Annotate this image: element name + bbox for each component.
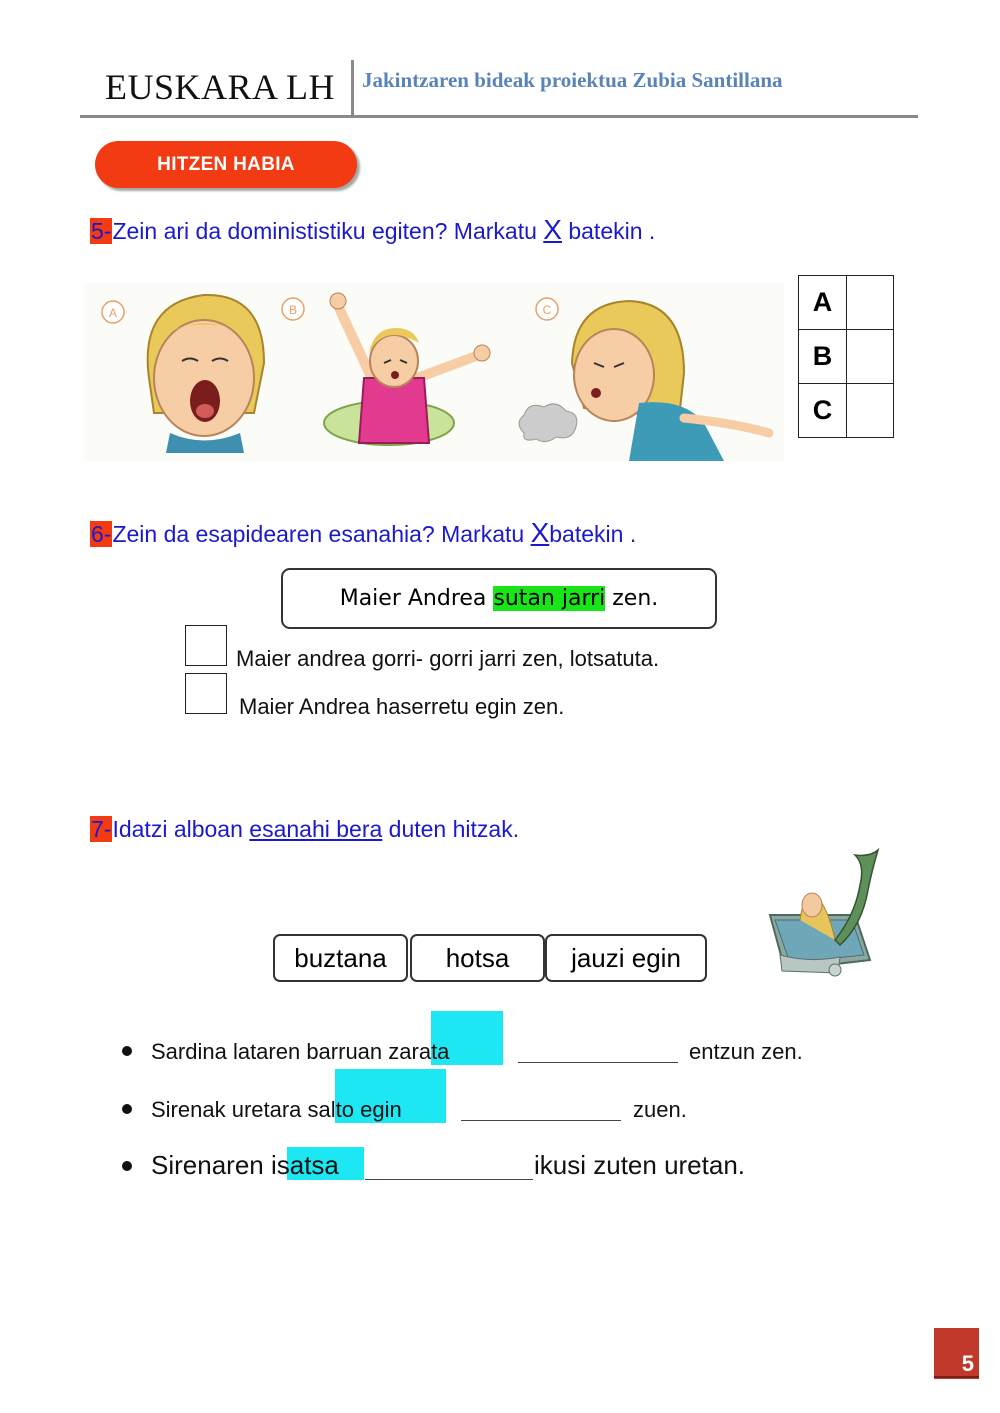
question-text-end: duten hitzak. [382,816,520,842]
blank-field-1[interactable] [518,1040,678,1063]
answer-label: C [799,384,847,438]
illustration-children [84,283,784,461]
option-text-1: Maier andrea gorri- gorri jarri zen, lotsatuta. [236,646,660,671]
picture-label-b: B [288,303,298,317]
picture-label-c: C [542,303,552,317]
answer-row-a [799,276,894,330]
section-label: HITZEN HABIA [95,141,357,188]
word-box-2: hotsa [410,934,545,982]
sentence-highlight: zarata [388,1039,450,1064]
sentence-highlight: isatsa [270,1150,339,1180]
question-text: Zein ari da dominististiku egiten? Markatu [112,218,544,244]
blank-field-3[interactable] [365,1155,533,1180]
x-mark: X [530,517,550,548]
sentence-1 [151,1039,449,1065]
bullet-dot [122,1161,132,1171]
question-5 [90,214,655,246]
question-7 [90,816,519,843]
sentence-3-end: ikusi zuten uretan. [534,1150,746,1180]
header-subtitle: Jakintzaren bideak proiektua Zubia Santillana [362,68,783,92]
answer-box-c[interactable] [847,384,894,438]
answer-row-b [799,330,894,384]
word-box-1: buztana [273,934,408,982]
sentence-start: Sardina lataren barruan [151,1039,389,1064]
answer-table [798,275,894,438]
page-title: EUSKARA LH [105,67,336,107]
answer-row-c [799,384,894,438]
blank-field-2[interactable] [461,1098,621,1121]
option-checkbox-2[interactable] [185,673,227,714]
bullet-dot [122,1046,132,1056]
sentence-3 [151,1150,339,1181]
bullet-dot [122,1104,132,1114]
option-text-2: Maier Andrea haserretu egin zen. [239,694,565,719]
header-divider [351,60,354,116]
option-checkbox-1[interactable] [185,625,227,666]
expression-start: Maier Andrea [339,586,494,611]
sentence-start: Sirenak uretara [151,1097,308,1122]
sentence-2 [151,1097,402,1123]
page-number-rule [934,1376,979,1378]
answer-box-a[interactable] [847,276,894,330]
header-rule [80,115,918,118]
sentence-highlight: salto egin [307,1097,402,1122]
x-mark: X [543,214,562,245]
sentence-2-end: zuen. [633,1097,687,1122]
sentence-1-end: entzun zen. [689,1039,803,1064]
answer-label: A [799,276,847,330]
question-text-end: batekin . [561,218,656,244]
question-6 [90,517,636,549]
expression-highlight: sutan jarri [493,586,606,611]
question-number: 7- [91,816,112,842]
picture-label-a: A [108,306,118,320]
word-box-3: jauzi egin [545,934,707,982]
expression-end: zen. [605,586,659,611]
sentence-start: Sirenaren [151,1150,271,1180]
question-number: 5- [91,218,112,244]
answer-label: B [799,330,847,384]
question-text-underlined: esanahi bera [249,816,383,842]
question-text-end: batekin . [549,521,637,547]
question-text: Zein da esapidearen esanahia? Markatu [112,521,531,547]
page-number: 5 [934,1328,979,1379]
mermaid-illustration [760,845,885,980]
question-number: 6- [91,521,112,547]
expression-box [281,568,717,629]
answer-box-b[interactable] [847,330,894,384]
question-text: Idatzi alboan [112,816,250,842]
